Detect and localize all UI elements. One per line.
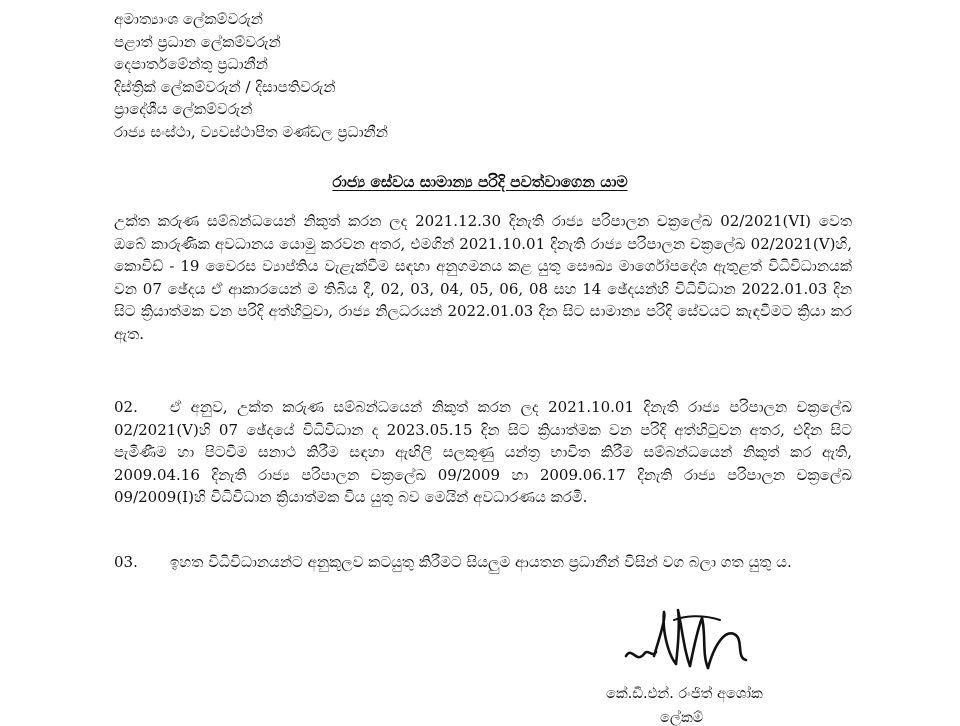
subject-title-text: රාජ්‍ය සේවය සාමාන්‍ය පරිදි පවත්වාගෙන යාම: [332, 172, 628, 191]
signer-title: ලේකම්: [660, 710, 704, 726]
paragraph-3: [114, 551, 852, 574]
addressee-line: රාජ්‍ය සංස්ථා, ව්‍යවස්ථාපිත මණ්ඩල ප්‍රධානීන්: [114, 122, 388, 141]
paragraph-2: [114, 396, 852, 509]
paragraph-3-text: ඉහත විධිවිධානයන්ට අනුකූලව කටයුතු කිරීමට සියලුම ආයතන ප්‍රධානීන් විසින් වග බලා ගත යුතු ය.: [170, 553, 792, 571]
paragraph-1: [114, 210, 852, 346]
addressee-line: ප්‍රාදේශීය ලේකම්වරුන්: [114, 100, 253, 118]
addressee-list: [114, 8, 388, 143]
paragraph-2-number: 02.: [114, 398, 138, 416]
addressee-line: දිස්ත්‍රික් ලේකම්වරුන් / දිසාපතිවරුන්: [114, 77, 336, 96]
subject-title: [0, 172, 960, 192]
signer-name: කේ.ඩී.එන්. රංජිත් අශෝක: [606, 686, 763, 702]
paragraph-1-text: උක්ත කරුණ සම්බන්ධයෙන් නිකුත් කරන ලද 2021.12.30 දිනැති රාජ්‍ය පරිපාලන චක්‍රලේඛ 02/2021(VI) වෙත ඔබේ කාරුණික අවධානය යොමු කරවන අතර, එමගින් 2021.10.01 දිනැති රාජ්‍ය පරිපාලන චක්‍රලේඛ 02/2021(V)හි, කොවිඩ් - 19 වෛරස ව්‍යාප්තිය වැළැක්වීම සඳහා අනුගමනය කළ යුතු සෞඛ්‍ය මාර්ගෝපදේශ ඇතුළත් විධිවිධානයක් වන 07 ඡේදය ඒ ආකාරයෙන් ම තිබිය දී, 02, 03, 04, 05, 06, 08 සහ 14 ඡේදයන්හි විධිවිධාන 2022.01.03 දින සිට ක්‍රියාත්මක වන පරිදි අත්හිටුවා, රාජ්‍ය නිලධරයන් 2022.01.03 දින සිට සාමාන්‍ය පරිදි සේවයට කැඳවීමට ක්‍රියා කර ඇත.: [114, 212, 852, 343]
paragraph-2-text: ඒ අනුව, උක්ත කරුණ සම්බන්ධයෙන් නිකුත් කරන ලද 2021.10.01 දිනැති රාජ්‍ය පරිපාලන චක්‍රලේඛ 02/2021(V)හි 07 ඡේදයේ විධිවිධාන ද 2023.05.15 දින සිට ක්‍රියාත්මක වන පරිදි අත්හිටුවන අතර, එදින සිට පැමිණීම හා පිටවීම සනාථ කිරීම සඳහා ඇඟිලි සලකුණු යන්ත්‍ර භාවිත කිරීම සම්බන්ධයෙන් නිකුත් කර ඇති, 2009.04.16 දිනැති රාජ්‍ය පරිපාලන චක්‍රලේඛ 09/2009 හා 2009.06.17 දිනැති රාජ්‍ය පරිපාලන චක්‍රලේඛ 09/2009(I)හි විධිවිධාන ක්‍රියාත්මක විය යුතු බව මෙයින් අවධාරණය කරමි.: [114, 398, 852, 507]
addressee-line: දෙපාර්තමේන්තු ප්‍රධානීන්: [114, 55, 268, 73]
addressee-line: අමාත්‍යාංශ ලේකම්වරුන්: [114, 10, 263, 28]
signature-drawing: [618, 606, 798, 686]
paragraph-3-number: 03.: [114, 553, 138, 571]
addressee-line: පළාත් ප්‍රධාන ලේකම්වරුන්: [114, 32, 281, 51]
handwritten-signature: [618, 606, 798, 690]
